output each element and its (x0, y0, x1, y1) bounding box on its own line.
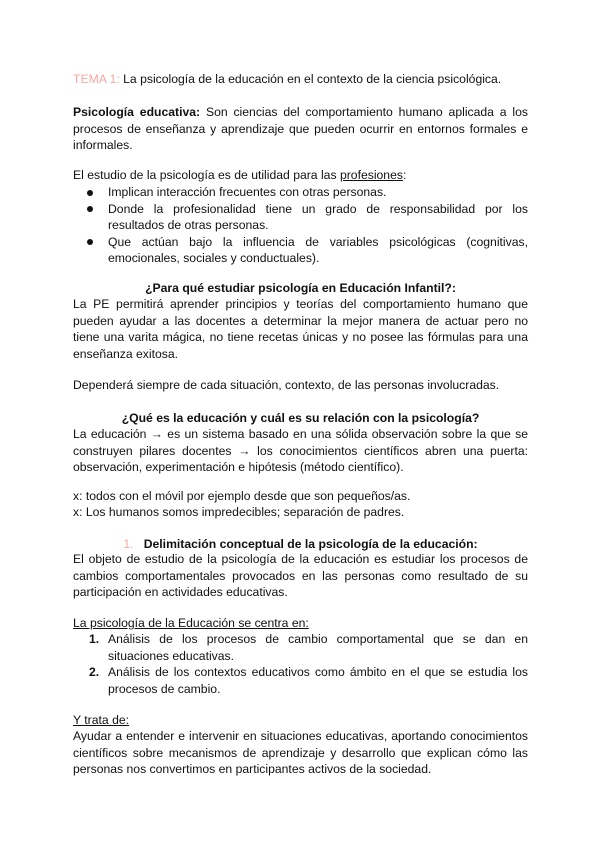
trata-label: Y trata de: (73, 713, 130, 727)
example-line-2: x: Los humanos somos impredecibles; separación de padres. (73, 505, 405, 519)
definition-text: Son ciencias del comportamiento humano aplicada a los procesos de enseñanza y aprendizaje que pueden ocurrir en entornos formales e informales. (73, 105, 528, 152)
list-item (73, 201, 528, 234)
list-item-text: Que actúan bajo la influencia de variables psicológicas (cognitivas, emocionales, sociales y conductuales). (108, 234, 528, 265)
list-item-text: Análisis de los procesos de cambio comportamental que se dan en situaciones educativas. (108, 632, 528, 663)
list-item (73, 184, 528, 201)
definition-paragraph (73, 104, 528, 154)
utility-intro-colon: : (402, 168, 407, 182)
infantil-note: Dependerá siempre de cada situación, contexto, de las personas involucradas. (73, 378, 500, 392)
infantil-paragraph: La PE permitirá aprender principios y teorías del comportamiento humano que pueden ayudar a las docentes a determinar la mejor manera de actuar pero no tiene una varita mágica, no tiene recetas únicas y no posee las fórmulas para una enseñanza exitosa. (73, 297, 528, 361)
definition-term: Psicología educativa: (73, 105, 201, 119)
bullet-icon (87, 239, 93, 245)
section-heading-text: Delimitación conceptual de la psicología de la educación: (143, 537, 478, 551)
list-item (73, 234, 528, 267)
topic-label: TEMA 1: (73, 72, 120, 86)
utility-intro (73, 167, 528, 184)
topic-text: La psicología de la educación en el contexto de la ciencia psicológica. (123, 72, 502, 86)
topic-title (73, 71, 528, 88)
bullet-icon (87, 190, 93, 196)
trata-paragraph: Ayudar a entender e intervenir en situaciones educativas, aportando conocimientos científicos sobre mecanismos de aprendizaje y desarrollo que explican cómo las personas nos convertimos en participantes activos de la sociedad. (73, 729, 528, 776)
centra-label: La psicología de la Educación se centra en: (73, 616, 309, 630)
section-number: 1. (123, 537, 134, 551)
centra-numbered-list (73, 631, 528, 697)
example-line-1: x: todos con el móvil por ejemplo desde que son pequeños/as. (73, 489, 411, 503)
relacion-paragraph: La educación → es un sistema basado en una sólida observación sobre la que se construyen pilares docentes → los conocimientos científicos abren una puerta: observación, experimentación e hipótesis (método científico). (73, 427, 528, 474)
item-number: 1. (89, 632, 100, 646)
delimitacion-paragraph: El objeto de estudio de la psicología de la educación es estudiar los procesos de cambios comportamentales provocados en las personas como resultado de su participación en actividades educativas. (73, 552, 528, 599)
utility-intro-text: El estudio de la psicología es de utilidad para las (73, 168, 340, 182)
list-item (73, 664, 528, 697)
list-item (73, 631, 528, 664)
section-heading-relacion: ¿Qué es la educación y cuál es su relación con la psicología? (121, 411, 480, 425)
list-item-text: Análisis de los contextos educativos como ámbito en el que se estudia los procesos de cambio. (108, 665, 528, 696)
section-heading-infantil: ¿Para qué estudiar psicología en Educación Infantil?: (145, 281, 456, 295)
list-item-text: Donde la profesionalidad tiene un grado de responsabilidad por los resultados de otras personas. (108, 201, 528, 232)
list-item-text: Implican interacción frecuentes con otras personas. (108, 185, 387, 199)
item-number: 2. (89, 665, 100, 679)
bullet-icon (87, 206, 93, 212)
utility-bullet-list (73, 184, 528, 267)
professions-link: profesiones (339, 168, 403, 182)
